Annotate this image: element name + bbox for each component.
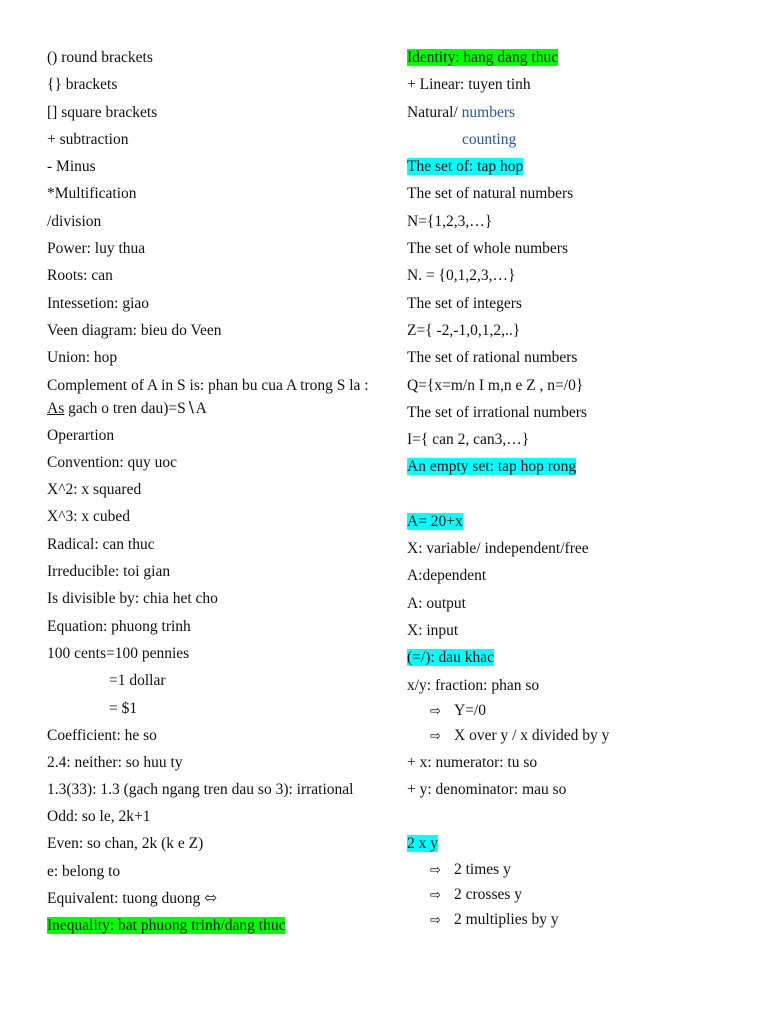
note-line: Is divisible by: chia het cho: [47, 590, 218, 608]
note-line: Veen diagram: bieu do Veen: [47, 321, 222, 339]
note-line: [] square brackets: [47, 103, 158, 121]
highlighted-heading: A= 20+x: [407, 512, 463, 530]
bullet-text: 2 crosses y: [454, 885, 523, 903]
note-line-natural: [407, 99, 737, 126]
note-line: The set of whole numbers: [407, 240, 568, 258]
right-column: [407, 44, 737, 933]
note-line: - Minus: [47, 158, 96, 176]
note-line: The set of irrational numbers: [407, 403, 587, 421]
note-line: Operartion: [47, 426, 115, 444]
highlighted-heading: Identity: hang dang thuc: [407, 49, 559, 66]
note-line: Even: so chan, 2k (k e Z): [47, 835, 204, 853]
note-line: x/y: fraction: phan so: [407, 676, 540, 694]
underlined-text: As: [47, 400, 65, 418]
note-line: Irreducible: toi gian: [47, 563, 171, 581]
note-line: /division: [47, 212, 102, 230]
arrow-right-icon: ⇨: [430, 912, 441, 928]
note-line: + subtraction: [47, 130, 129, 148]
note-line: Radical: can thuc: [47, 535, 155, 553]
note-line: 2.4: neither: so huu ty: [47, 754, 183, 772]
note-line: Convention: quy uoc: [47, 453, 178, 471]
note-text: Complement of A in S is: phan bu cua A trong S la :: [47, 376, 369, 394]
note-line: Union: hop: [47, 349, 118, 367]
note-line: X: variable/ independent/free: [407, 540, 589, 558]
note-line: Odd: so le, 2k+1: [47, 807, 151, 825]
note-text: gach o tren dau)=S∖A: [64, 400, 207, 418]
note-line: () round brackets: [47, 49, 153, 66]
highlighted-heading: 2 x y: [407, 835, 438, 853]
note-line: The set of integers: [407, 294, 522, 312]
highlighted-heading: (=/): dau khac: [407, 649, 495, 667]
spacer: [407, 481, 737, 508]
blue-text: counting: [462, 130, 517, 148]
note-line: Roots: can: [47, 267, 113, 285]
note-line: N. = {0,1,2,3,…}: [407, 267, 516, 285]
bullet-text: 2 times y: [454, 860, 511, 878]
note-line: A:dependent: [407, 567, 487, 585]
bullet-item: [407, 699, 737, 724]
note-line: Power: luy thua: [47, 240, 146, 258]
note-line: + y: denominator: mau so: [407, 781, 567, 799]
blue-text: numbers: [457, 103, 516, 121]
note-line: 100 cents=100 pennies: [47, 644, 190, 662]
note-line: X: input: [407, 621, 459, 639]
note-line: A: output: [407, 594, 466, 612]
note-line: Intessetion: giao: [47, 294, 150, 312]
highlighted-heading: Inequality: bat phuong trinh/dang thuc: [47, 917, 286, 935]
note-line: *Multification: [47, 185, 137, 203]
note-line: e: belong to: [47, 862, 121, 880]
arrow-right-icon: ⇨: [430, 887, 441, 903]
note-line: Equivalent: tuong duong ⬄: [47, 889, 218, 907]
note-line: Equation: phuong trinh: [47, 617, 191, 635]
note-line: X^2: x squared: [47, 481, 142, 499]
bullet-text: 2 multiplies by y: [454, 910, 559, 928]
highlighted-heading: The set of: tap hop: [407, 158, 524, 176]
note-line: I={ can 2, can3,…}: [407, 431, 530, 449]
spacer: [407, 803, 737, 830]
left-column: [47, 44, 377, 939]
arrow-right-icon: ⇨: [430, 862, 441, 878]
note-line: {} brackets: [47, 76, 118, 94]
note-line: Q={x=m/n I m,n e Z , n=/0}: [407, 376, 584, 394]
note-line-complement: [47, 372, 377, 422]
highlighted-heading: An empty set: tap hop rong: [407, 458, 577, 476]
note-line: X^3: x cubed: [47, 508, 131, 526]
bullet-item: [407, 908, 737, 933]
bullet-text: Y=/0: [454, 701, 486, 719]
note-line: N={1,2,3,…}: [407, 212, 493, 230]
note-line: + x: numerator: tu so: [407, 753, 538, 771]
note-line: + Linear: tuyen tinh: [407, 76, 531, 94]
arrow-right-icon: ⇨: [430, 703, 441, 719]
note-text: Natural/: [407, 103, 458, 121]
bullet-text: X over y / x divided by y: [454, 726, 610, 744]
note-line-indented: = $1: [109, 699, 138, 717]
note-line-wrapped: 1.3(33): 1.3 (gach ngang tren dau so 3): irrational: [47, 781, 354, 799]
arrow-right-icon: ⇨: [430, 728, 441, 744]
note-line: The set of rational numbers: [407, 349, 578, 367]
note-line: Z={ -2,-1,0,1,2,..}: [407, 321, 521, 339]
note-line-indented: =1 dollar: [109, 672, 166, 690]
note-line: Coefficient: he so: [47, 726, 157, 744]
bullet-item: [407, 724, 737, 749]
bullet-item: [407, 858, 737, 883]
bullet-item: [407, 883, 737, 908]
note-line: The set of natural numbers: [407, 185, 574, 203]
